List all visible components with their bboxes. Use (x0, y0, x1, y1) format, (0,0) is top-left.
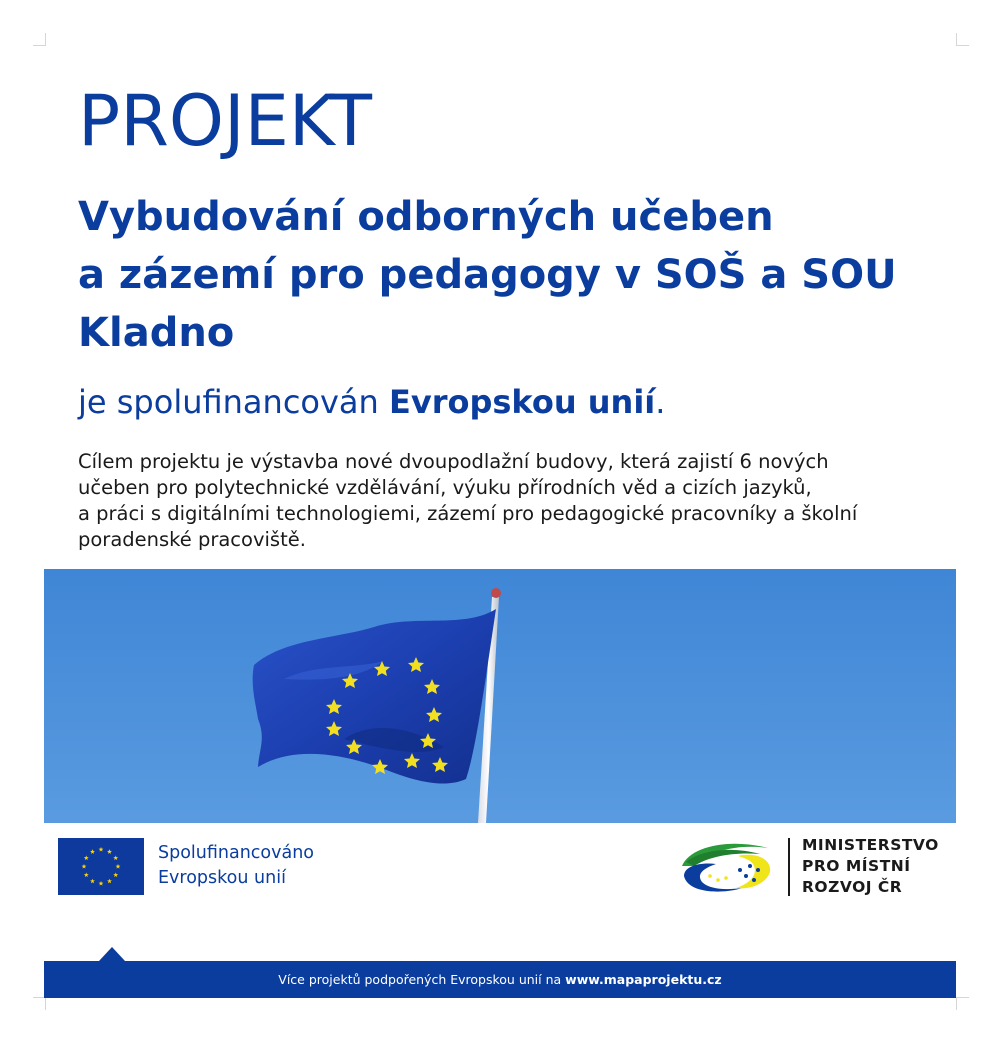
eu-flag-photo-image (44, 569, 956, 823)
description-line: a práci s digitálními technologiemi, zázemí pro pedagogické pracovníky a školní (78, 502, 858, 525)
cofinanced-emphasis: Evropskou unií (388, 383, 656, 421)
crop-mark (956, 997, 969, 1010)
footer-text: Více projektů podpořených Evropskou unií na (278, 972, 562, 987)
footer-bar (44, 961, 956, 998)
footer-notch (99, 947, 125, 961)
description-line: Cílem projektu je výstavba nové dvoupodlažní budovy, která zajistí 6 nových (78, 450, 829, 473)
ministry-name-line: MINISTERSTVO (802, 836, 939, 854)
page-heading: PROJEKT (78, 80, 373, 162)
project-title-line: Vybudování odborných učeben (78, 194, 774, 240)
eu-flag-icon (58, 838, 144, 895)
description-line: poradenské pracoviště. (78, 528, 306, 551)
cofinanced-statement (78, 383, 665, 421)
project-title-line: a zázemí pro pedagogy v SOŠ a SOU (78, 252, 897, 298)
crop-mark (33, 997, 46, 1010)
cofinanced-suffix: . (655, 383, 666, 421)
footer-link[interactable]: www.mapaprojektu.cz (565, 972, 722, 987)
eu-label-line: Evropskou unií (158, 868, 286, 888)
eu-flag-logo (58, 838, 144, 895)
ministry-name (802, 835, 939, 898)
eu-cofinanced-label (158, 841, 314, 891)
description-line: učeben pro polytechnické vzdělávání, výuku přírodních věd a cizích jazyků, (78, 476, 812, 499)
ministry-logo-icon (680, 836, 774, 894)
crop-mark (956, 33, 969, 46)
ministry-emblem (680, 836, 774, 894)
ministry-name-line: PRO MÍSTNÍ (802, 857, 911, 875)
project-description (78, 449, 958, 553)
eu-flag-photo (44, 569, 956, 823)
eu-label-line: Spolufinancováno (158, 843, 315, 863)
ministry-name-line: ROZVOJ ČR (802, 878, 903, 896)
project-title (78, 188, 958, 362)
project-title-line: Kladno (78, 310, 235, 356)
crop-mark (33, 33, 46, 46)
cofinanced-prefix: je spolufinancován (78, 383, 389, 421)
ministry-divider (788, 838, 790, 896)
